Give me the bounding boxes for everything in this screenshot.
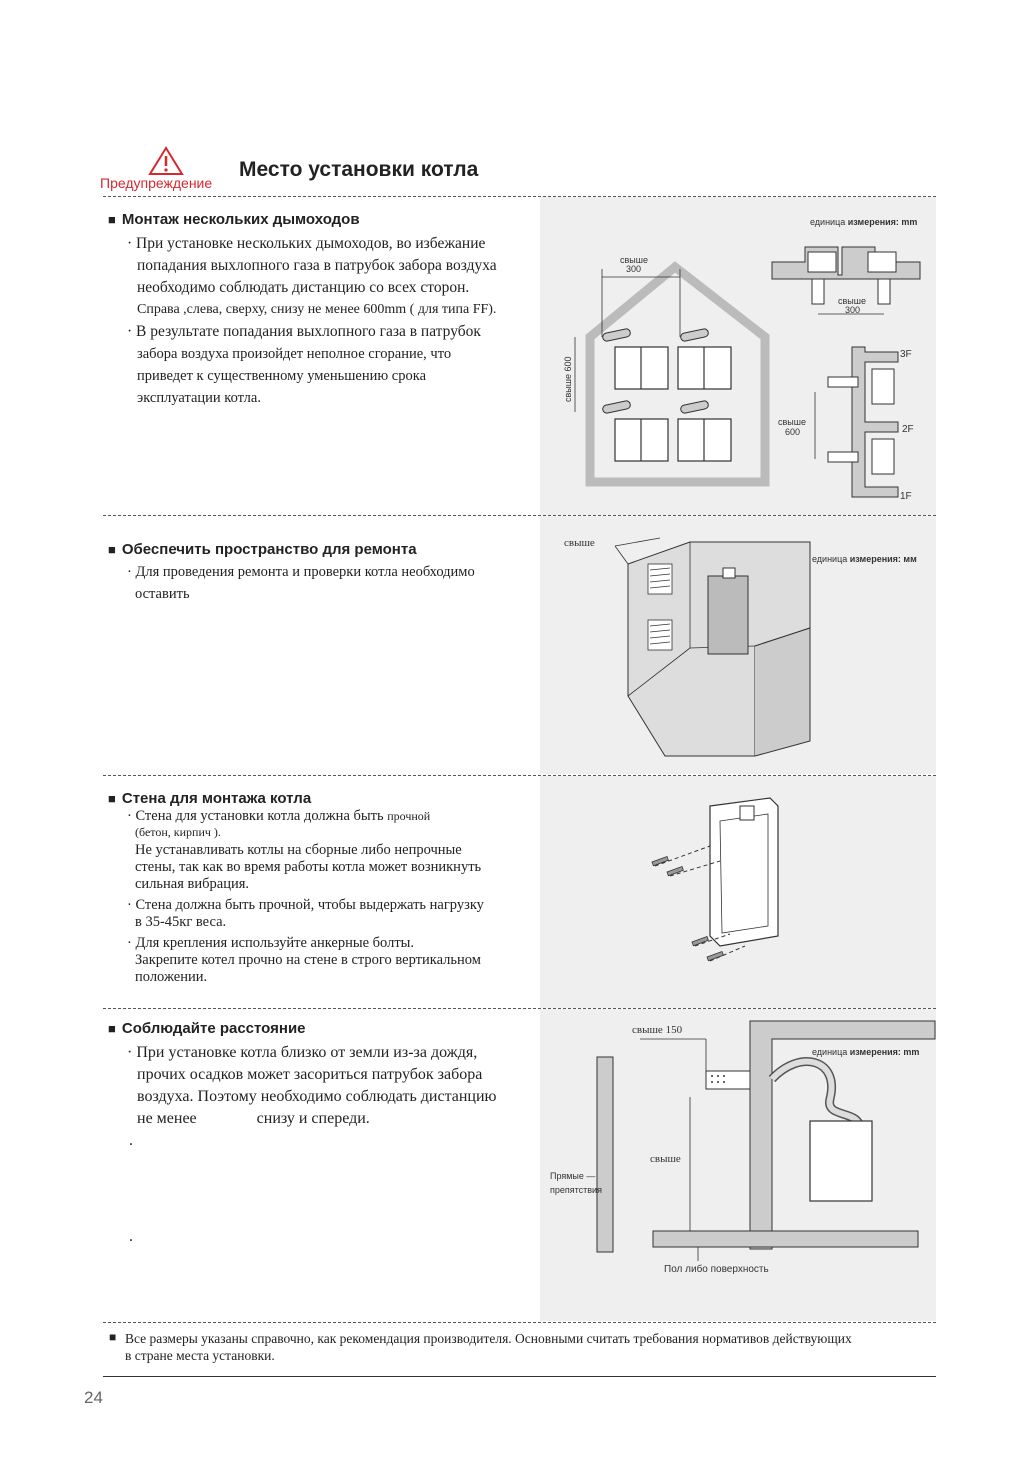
- page-title: Место установки котла: [239, 158, 479, 181]
- svg-text:Прямые —: Прямые —: [550, 1171, 596, 1181]
- svg-text:единица измерения: мм: единица измерения: мм: [812, 554, 917, 564]
- section-title: ■ Соблюдайте расстояние: [108, 1020, 306, 1037]
- svg-text:3F: 3F: [900, 349, 912, 360]
- svg-text:600: 600: [785, 427, 801, 437]
- section-text: · Стена для установки котла должна быть прочной (бетон, кирпич ). Не устанавливать котлы на сборные либо непрочные стены, так как во время работы котла может возникнуть сильная вибрация. · Стена должна быть прочной, чтобы выдержать нагрузку в 35-45кг веса. · Для крепления используйте анкерные болты. Закрепите котел прочно на стене в строго вертикальном положении.: [127, 808, 484, 985]
- svg-text:свыше: свыше: [564, 537, 595, 549]
- figure-panel-2: [540, 516, 936, 774]
- svg-text:300: 300: [845, 305, 861, 315]
- svg-text:свыше: свыше: [650, 1153, 681, 1165]
- footer-rule: [103, 1376, 936, 1377]
- divider: [103, 1322, 936, 1323]
- section-title: ■ Монтаж нескольких дымоходов: [108, 211, 360, 228]
- svg-text:2F: 2F: [902, 424, 914, 435]
- svg-text:свыше: свыше: [838, 296, 866, 306]
- section-text: · При установке котла близко от земли из-за дождя, прочих осадков может засориться патрубок забора воздуха. Поэтому необходимо соблюдать дистанцию не менее снизу и спереди. .: [127, 1044, 497, 1149]
- svg-text:свыше 600: свыше 600: [563, 356, 573, 402]
- svg-text:единица измерения: mm: единица измерения: mm: [810, 217, 918, 227]
- clearance-diagram: [540, 1009, 936, 1321]
- svg-text:Пол либо поверхность: Пол либо поверхность: [664, 1264, 769, 1275]
- figure-panel-3: [540, 776, 936, 1008]
- bullet-icon: ■: [109, 1330, 117, 1344]
- svg-text:1F: 1F: [900, 491, 912, 502]
- section-title: ■ Обеспечить пространство для ремонта: [108, 541, 417, 558]
- page-number: 24: [84, 1388, 103, 1407]
- svg-text:свыше: свыше: [620, 255, 648, 265]
- svg-text:единица измерения: mm: единица измерения: mm: [812, 1047, 920, 1057]
- section-text: · При установке нескольких дымоходов, во избежание попадания выхлопного газа в патрубок забора воздуха необходимо соблюдать дистанцию со всех сторон. Справа ,слева, сверху, снизу не менее 600mm ( для типа FF). · В результате попадания выхлопного газа в патрубок забора воздуха произойдет неполное сгорание, что приведет к существенному уменьшению срока эксплуатации котла.: [127, 235, 497, 406]
- footer-note: Все размеры указаны справочно, как рекомендация производителя. Основными считать требования нормативов действующих в стране места установки.: [125, 1331, 852, 1363]
- warning-triangle-icon: [148, 146, 184, 176]
- section-text-dot: .: [129, 1228, 133, 1245]
- figure-panel-4: [540, 1009, 936, 1321]
- section-text: · Для проведения ремонта и проверки котла необходимо оставить: [127, 564, 475, 602]
- service-space-diagram: [540, 516, 936, 774]
- section-title: ■ Стена для монтажа котла: [108, 790, 311, 807]
- wall-mount-diagram: [540, 776, 936, 1008]
- figure-panel-1: [540, 197, 936, 515]
- svg-text:свыше: свыше: [778, 417, 806, 427]
- svg-text:препятствия: препятствия: [550, 1185, 602, 1195]
- svg-text:300: 300: [626, 264, 642, 274]
- svg-text:свыше 150: свыше 150: [632, 1024, 683, 1036]
- warning-label: Предупреждение: [100, 175, 213, 191]
- multi-flue-diagram: [540, 197, 936, 515]
